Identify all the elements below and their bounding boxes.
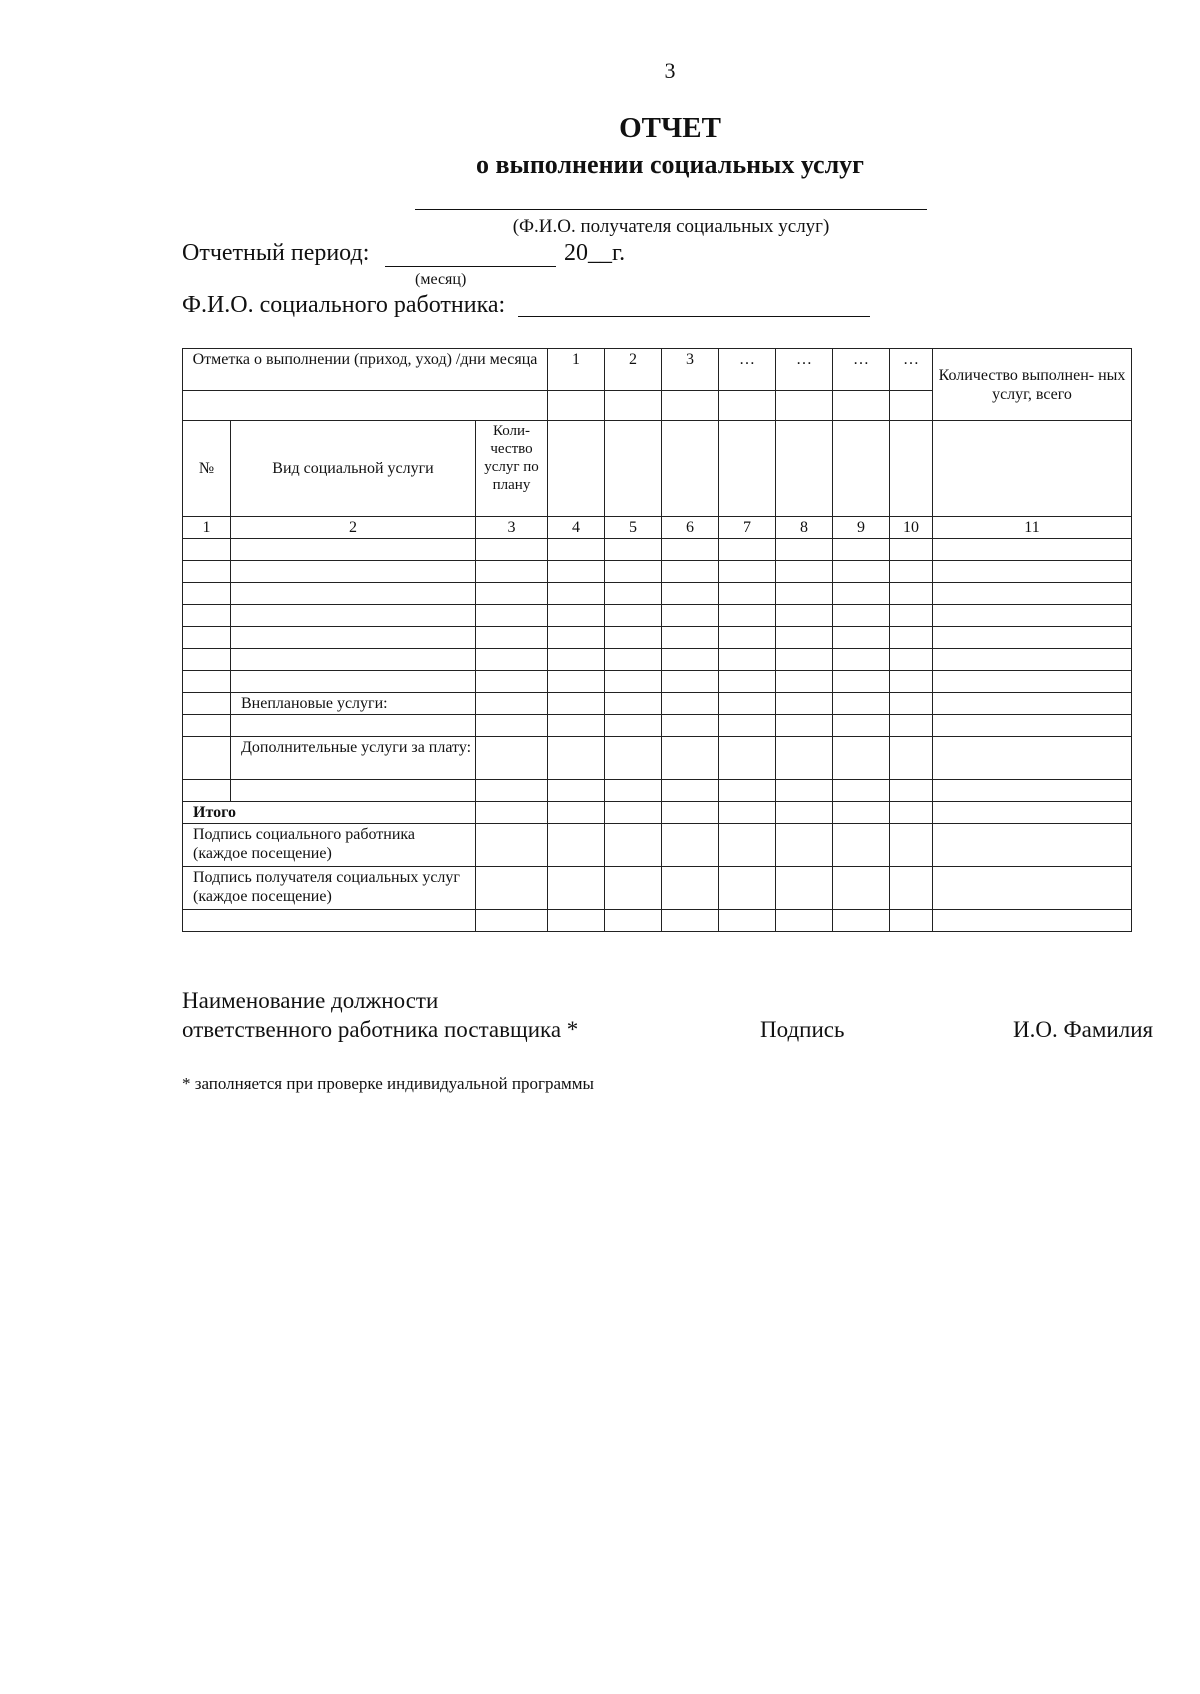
table-row	[183, 627, 1132, 649]
table-row	[183, 561, 1132, 583]
period-year: 20__г.	[564, 240, 626, 266]
total-header: Количество выполнен- ных услуг, всего	[933, 349, 1132, 421]
period-month-line	[385, 266, 556, 267]
column-index: 1	[183, 517, 231, 539]
column-index: 3	[476, 517, 548, 539]
column-index: 5	[605, 517, 662, 539]
column-index: 10	[890, 517, 933, 539]
document-title: ОТЧЕТ	[619, 112, 721, 144]
total-label: Итого	[183, 802, 476, 824]
table-row	[183, 539, 1132, 561]
period-label: Отчетный период:	[182, 240, 370, 266]
footnote: * заполняется при проверке индивидуальной программы	[182, 1074, 594, 1093]
worker-signature-label: Подпись социального работника (каждое посещение)	[183, 824, 476, 867]
column-number-header: №	[183, 421, 231, 517]
column-index: 8	[776, 517, 833, 539]
day-header: …	[719, 349, 776, 391]
table-row	[183, 780, 1132, 802]
footer-position-line2: ответственного работника поставщика *	[182, 1017, 579, 1042]
worker-signature-row	[183, 824, 1132, 867]
table-row	[183, 715, 1132, 737]
worker-label: Ф.И.О. социального работника:	[182, 292, 506, 318]
header-row-days	[183, 349, 1132, 391]
column-index: 2	[231, 517, 476, 539]
paid-services-row	[183, 737, 1132, 780]
day-header: …	[776, 349, 833, 391]
footer-signature: Подпись	[760, 1017, 845, 1042]
table-row	[183, 583, 1132, 605]
report-table	[182, 348, 1132, 932]
unplanned-row	[183, 693, 1132, 715]
day-header: 2	[605, 349, 662, 391]
recipient-caption: (Ф.И.О. получателя социальных услуг)	[512, 216, 830, 237]
column-index: 4	[548, 517, 605, 539]
document-subtitle: о выполнении социальных услуг	[475, 150, 864, 179]
paid-services-label: Дополнительные услуги за плату:	[231, 737, 476, 780]
column-numbers-row	[183, 517, 1132, 539]
day-header: 1	[548, 349, 605, 391]
column-index: 9	[833, 517, 890, 539]
column-index: 11	[933, 517, 1132, 539]
plan-count-header: Коли- чество услуг по плану	[476, 421, 548, 517]
mark-header: Отметка о выполнении (приход, уход) /дни месяца	[183, 349, 548, 391]
footer-position-line1: Наименование должности	[182, 988, 439, 1013]
service-type-header: Вид социальной услуги	[231, 421, 476, 517]
unplanned-label: Внеплановые услуги:	[231, 693, 476, 715]
day-header: …	[833, 349, 890, 391]
recipient-signature-label: Подпись получателя социальных услуг (каждое посещение)	[183, 867, 476, 910]
column-index: 7	[719, 517, 776, 539]
total-row	[183, 802, 1132, 824]
table-row	[183, 649, 1132, 671]
day-header: …	[890, 349, 933, 391]
table-row	[183, 910, 1132, 932]
month-caption: (месяц)	[415, 271, 467, 288]
recipient-signature-row	[183, 867, 1132, 910]
worker-name-line	[518, 316, 870, 317]
header-row-columns	[183, 421, 1132, 517]
table-row	[183, 605, 1132, 627]
day-header: 3	[662, 349, 719, 391]
recipient-name-line	[415, 209, 927, 210]
column-index: 6	[662, 517, 719, 539]
footer-name: И.О. Фамилия	[1013, 1017, 1154, 1042]
page-number: 3	[664, 58, 676, 83]
table-row	[183, 671, 1132, 693]
